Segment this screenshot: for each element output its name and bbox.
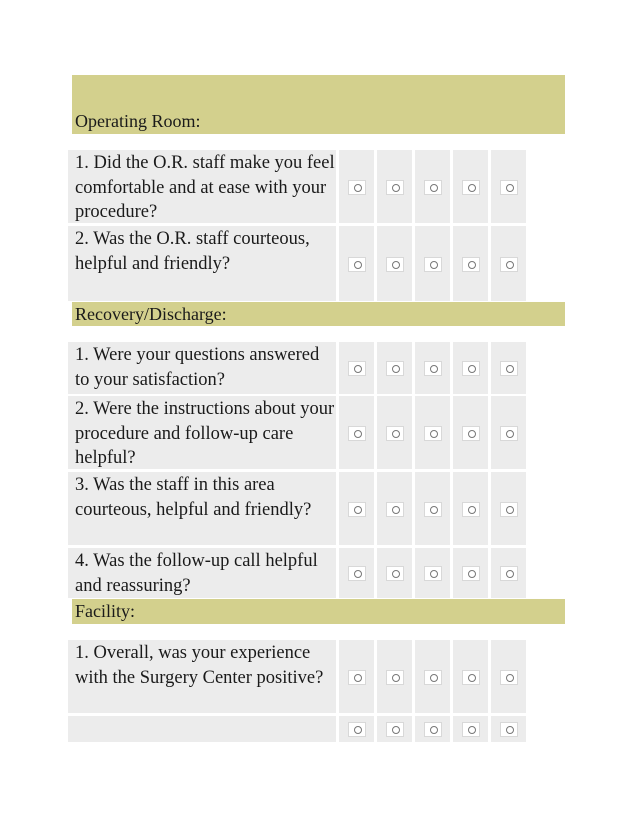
rating-radio-5[interactable] — [500, 566, 518, 581]
rating-radio-3[interactable] — [424, 426, 442, 441]
rating-radio-1[interactable] — [348, 180, 366, 195]
rating-radio-1[interactable] — [348, 426, 366, 441]
rating-radio-5[interactable] — [500, 361, 518, 376]
rating-radio-5[interactable] — [500, 502, 518, 517]
rating-radio-5[interactable] — [500, 722, 518, 737]
rating-radio-3[interactable] — [424, 566, 442, 581]
rating-radio-4[interactable] — [462, 722, 480, 737]
rating-radio-2[interactable] — [386, 180, 404, 195]
question-row — [68, 472, 528, 545]
question-text: 3. Was the staff in this area courteous, helpful and friendly? — [68, 472, 336, 545]
question-row — [68, 226, 528, 301]
question-text: 4. Was the follow-up call helpful and reassuring? — [68, 548, 336, 598]
section-header-facility — [72, 599, 565, 624]
rating-radio-5[interactable] — [500, 426, 518, 441]
rating-radio-1[interactable] — [348, 722, 366, 737]
question-row — [68, 342, 528, 394]
rating-radio-1[interactable] — [348, 566, 366, 581]
rating-radio-1[interactable] — [348, 502, 366, 517]
rating-radio-3[interactable] — [424, 257, 442, 272]
rating-radio-2[interactable] — [386, 722, 404, 737]
section-title: Recovery/Discharge: — [75, 304, 227, 324]
question-row — [68, 640, 528, 713]
rating-radio-5[interactable] — [500, 180, 518, 195]
rating-radio-3[interactable] — [424, 670, 442, 685]
question-row — [68, 396, 528, 469]
rating-radio-1[interactable] — [348, 361, 366, 376]
question-text: 1. Did the O.R. staff make you feel comfortable and at ease with your procedure? — [68, 150, 336, 223]
rating-radio-2[interactable] — [386, 257, 404, 272]
question-row — [68, 548, 528, 598]
question-row — [68, 716, 528, 742]
rating-radio-4[interactable] — [462, 566, 480, 581]
rating-radio-2[interactable] — [386, 426, 404, 441]
rating-radio-4[interactable] — [462, 502, 480, 517]
section-header-recovery — [72, 302, 565, 326]
rating-radio-2[interactable] — [386, 670, 404, 685]
rating-radio-2[interactable] — [386, 566, 404, 581]
rating-radio-5[interactable] — [500, 257, 518, 272]
rating-radio-2[interactable] — [386, 502, 404, 517]
rating-radio-2[interactable] — [386, 361, 404, 376]
rating-radio-4[interactable] — [462, 426, 480, 441]
rating-radio-3[interactable] — [424, 180, 442, 195]
question-text — [68, 716, 336, 742]
rating-radio-5[interactable] — [500, 670, 518, 685]
rating-radio-3[interactable] — [424, 722, 442, 737]
question-row — [68, 150, 528, 223]
rating-radio-1[interactable] — [348, 257, 366, 272]
question-text: 1. Were your questions answered to your satisfaction? — [68, 342, 336, 394]
rating-radio-4[interactable] — [462, 257, 480, 272]
question-text: 2. Was the O.R. staff courteous, helpful and friendly? — [68, 226, 336, 301]
rating-radio-4[interactable] — [462, 670, 480, 685]
rating-radio-1[interactable] — [348, 670, 366, 685]
rating-radio-4[interactable] — [462, 180, 480, 195]
section-header-operating-room — [72, 75, 565, 134]
rating-radio-3[interactable] — [424, 502, 442, 517]
question-text: 2. Were the instructions about your procedure and follow-up care helpful? — [68, 396, 336, 469]
section-title: Operating Room: — [75, 111, 201, 131]
question-text: 1. Overall, was your experience with the Surgery Center positive? — [68, 640, 336, 713]
rating-radio-4[interactable] — [462, 361, 480, 376]
rating-radio-3[interactable] — [424, 361, 442, 376]
section-title: Facility: — [75, 601, 135, 621]
